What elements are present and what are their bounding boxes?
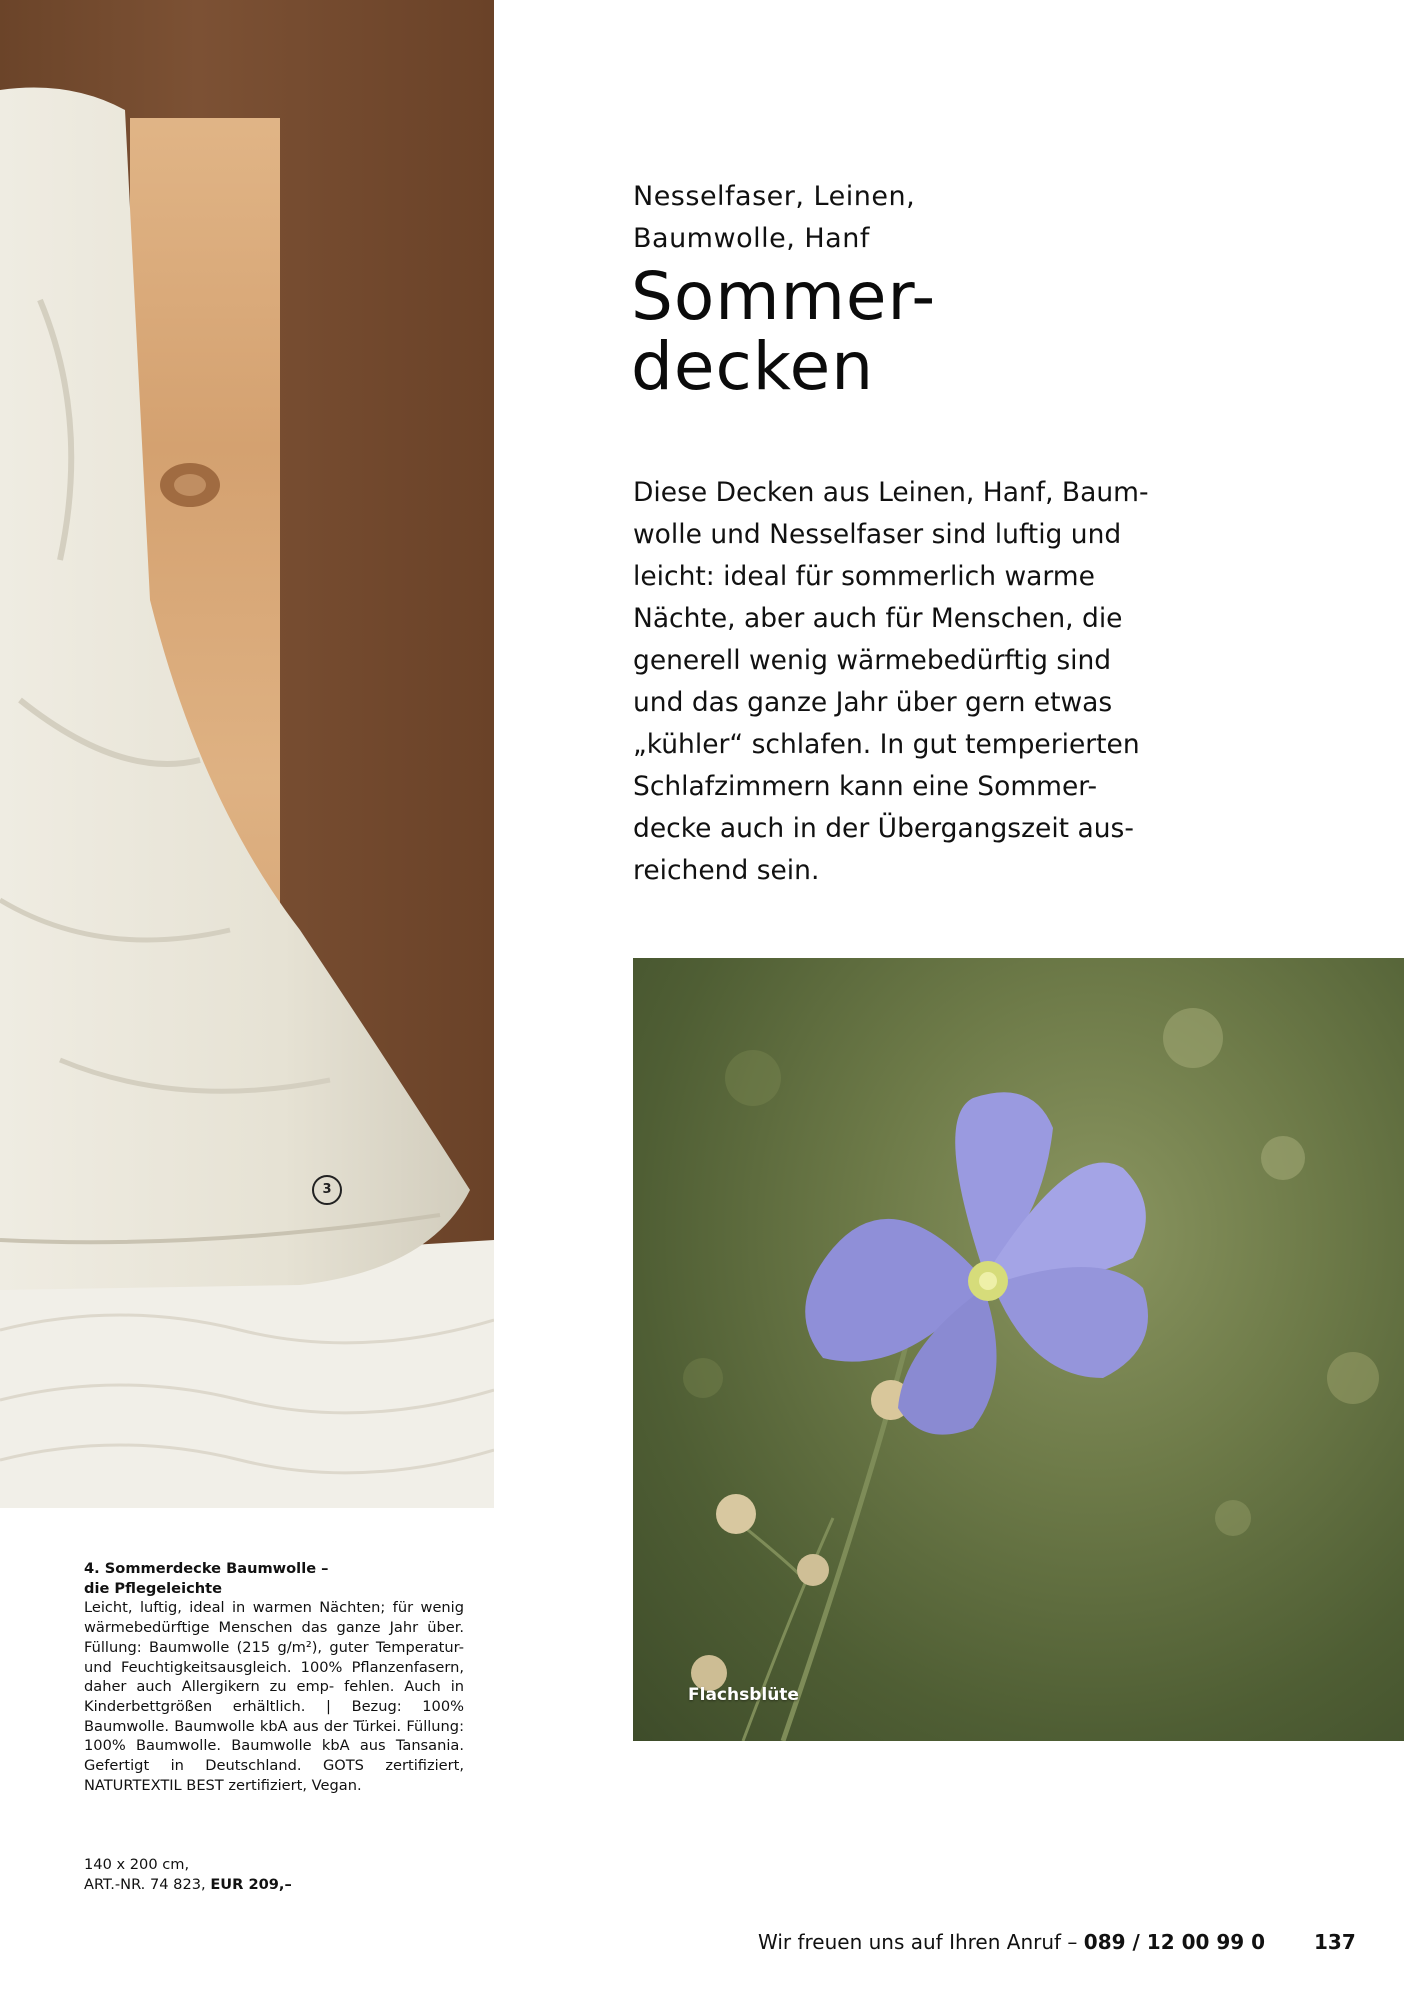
kicker: [633, 176, 1133, 260]
bed-illustration: [0, 0, 494, 1508]
flax-illustration: [633, 958, 1404, 1741]
flax-bud: [797, 1554, 829, 1586]
page-number: 137: [1314, 1930, 1356, 1954]
intro-line: wolle und Nesselfaser sind luftig und: [633, 519, 1122, 550]
intro-line: „kühler“ schlafen. In gut temperierten: [633, 729, 1140, 760]
page-title: [631, 258, 1151, 405]
bed-photo: [0, 0, 494, 1508]
intro-line: Schlafzimmern kann eine Sommer-: [633, 771, 1098, 802]
footer-contact: [758, 1930, 1265, 1954]
flax-flower: [805, 1092, 1148, 1434]
product-description: Leicht, luftig, ideal in warmen Nächten; für wenig wärmebedürftige Menschen das ganze Jahr über. Füllung: Baumwolle (215 g/m²), guter Temperatur- und Feuchtigkeitsausgleich. 100% Pflanzenfasern, daher auch Allergikern zu emp- fehlen. Auch in Kinderbettgrößen erhältlich. | Bezug: 100% Baumwolle. Baumwolle kbA aus der Türkei. Füllung: 100% Baumwolle. Baumwolle kbA aus Tansania. Gefertigt in Deutschland. GOTS zertifiziert, NATURTEXTIL BEST zertifiziert, Vegan.: [84, 1599, 464, 1794]
product-title-line-1: 4. Sommerdecke Baumwolle –: [84, 1560, 329, 1577]
intro-line: Nächte, aber auch für Menschen, die: [633, 603, 1123, 634]
intro-line: decke auch in der Übergangszeit aus-: [633, 813, 1134, 844]
item-number-marker: 3: [312, 1175, 342, 1205]
intro-line: reichend sein.: [633, 855, 820, 886]
flax-photo: [633, 958, 1404, 1741]
product-size: 140 x 200 cm,: [84, 1856, 190, 1873]
intro-line: und das ganze Jahr über gern etwas: [633, 687, 1113, 718]
footer-text: Wir freuen uns auf Ihren Anruf –: [758, 1930, 1078, 1954]
product-article-line: [84, 1875, 464, 1895]
product-order-info: [84, 1855, 464, 1894]
footer-phone[interactable]: 089 / 12 00 99 0: [1083, 1930, 1266, 1954]
product-article-number: ART.-NR. 74 823,: [84, 1875, 206, 1893]
kicker-line-1: Nesselfaser, Leinen,: [633, 181, 916, 212]
intro-paragraph: [633, 472, 1173, 892]
flax-bud: [716, 1494, 756, 1534]
product-title-line-2: die Pflegeleichte: [84, 1579, 222, 1597]
product-info: [84, 1559, 464, 1795]
title-line-2: decken: [631, 328, 875, 405]
intro-line: generell wenig wärmebedürftig sind: [633, 645, 1112, 676]
intro-line: leicht: ideal für sommerlich warme: [633, 561, 1095, 592]
kicker-line-2: Baumwolle, Hanf: [633, 223, 870, 254]
intro-line: Diese Decken aus Leinen, Hanf, Baum-: [633, 477, 1149, 508]
title-line-1: Sommer-: [631, 258, 937, 335]
product-price: EUR 209,–: [210, 1875, 292, 1893]
flax-caption: Flachsblüte: [688, 1685, 799, 1705]
